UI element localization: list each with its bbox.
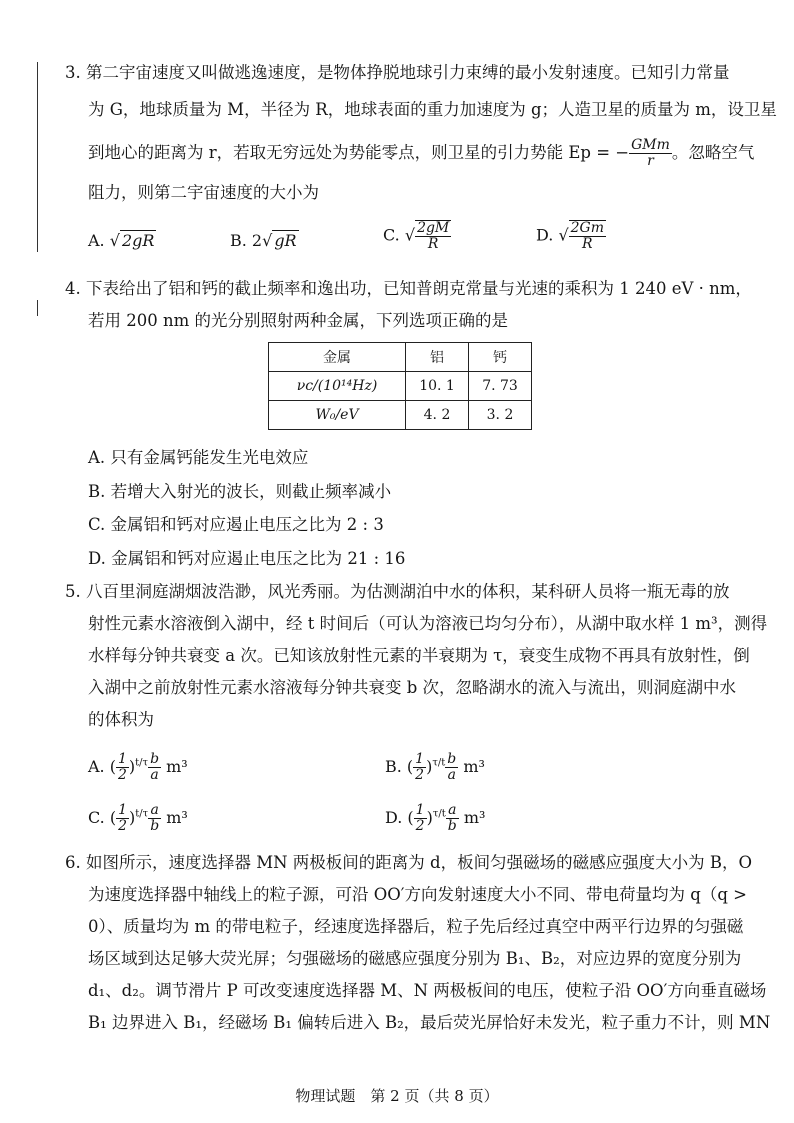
q6-line-6: B₁ 边界进入 B₁，经磁场 B₁ 偏转后进入 B₂，最后荧光屏恰好未发光，粒子重力不计，则 MN [88,1013,771,1032]
q3-line-3-tail: 。忽略空气 [671,143,755,162]
q4-line-2: 若用 200 nm 的光分别照射两种金属，下列选项正确的是 [88,311,509,330]
q4-option-a: A. 只有金属钙能发生光电效应 [88,448,309,467]
table-cell: 7. 73 [469,372,532,401]
q6-line-1: 6. 如图所示，速度选择器 MN 两极板间的距离为 d，板间匀强磁场的磁感应强度大小为 B，O [65,853,753,872]
table-row [269,372,532,401]
q5-option-c: C. ( $\frac{1}{2}$ )$^{t/\tau}$ $\frac{a}{b}$ m³ [88,802,188,834]
table-cell: W₀/eV [269,401,406,430]
q5-option-d: D. ( $\frac{1}{2}$ )$^{\tau/t}$ $\frac{a}{b}$ m³ [385,802,486,834]
q3-line-4: 阻力，则第二宇宙速度的大小为 [88,183,319,202]
q5-line-1: 5. 八百里洞庭湖烟波浩渺，风光秀丽。为估测湖泊中水的体积，某科研人员将一瓶无毒的放 [65,582,730,601]
q4-option-d: D. 金属铝和钙对应遏止电压之比为 21 : 16 [88,549,406,568]
table-cell: 4. 2 [406,401,469,430]
q3-line-2: 为 G，地球质量为 M，半径为 R，地球表面的重力加速度为 g；人造卫星的质量为 m，设卫星 [88,100,777,119]
q5-option-b: B. ( $\frac{1}{2}$ )$^{\tau/t}$ $\frac{b}{a}$ m³ [385,751,485,783]
q6-line-5: d₁、d₂。调节滑片 P 可改变速度选择器 M、N 两极板间的电压，使粒子沿 OO′方向垂直磁场 [88,981,767,1000]
page-footer: 物理试题 第 2 页（共 8 页） [295,1087,499,1105]
q3-option-c: C. √ $\frac{2gM}{R}$ [383,220,450,252]
margin-line-top [37,62,38,252]
q5-line-3: 水样每分钟共衰变 a 次。已知该放射性元素的半衰期为 τ，衰变生成物不再具有放射性，倒 [88,646,750,665]
table-header-cell: 铝 [406,343,469,372]
q3-line-1: 3. 第二宇宙速度又叫做逃逸速度，是物体挣脱地球引力束缚的最小发射速度。已知引力常量 [65,63,730,82]
q5-line-4: 入湖中之前放射性元素水溶液每分钟共衰变 b 次，忽略湖水的流入与流出，则洞庭湖中水 [88,678,737,697]
table-header-row [269,343,532,372]
table-row [269,401,532,430]
q6-line-2: 为速度选择器中轴线上的粒子源，可沿 OO′方向发射速度大小不同、带电荷量均为 q（q > [88,885,747,904]
potential-energy-fraction: $\frac{\text{GMm}}{r}$ [631,137,670,169]
table-cell: 10. 1 [406,372,469,401]
q6-line-3: 0）、质量均为 m 的带电粒子，经速度选择器后，粒子先后经过真空中两平行边界的匀强磁 [88,917,744,936]
q6-line-4: 场区域到达足够大荧光屏；匀强磁场的磁感应强度分别为 B₁、B₂，对应边界的宽度分别为 [88,949,742,968]
margin-line-short [37,300,38,316]
q3-line-3-text: 到地心的距离为 r，若取无穷远处为势能零点，则卫星的引力势能 Ep = − [88,143,630,162]
q4-option-c: C. 金属铝和钙对应遏止电压之比为 2 : 3 [88,515,384,534]
q3-option-b: B. 2√ gR [230,231,297,250]
table-header-cell: 金属 [269,343,406,372]
q5-option-a: A. ( $\frac{1}{2}$ )$^{t/\tau}$ $\frac{b}{a}$ m³ [88,751,188,783]
table-cell: νc/(10¹⁴Hz) [269,372,406,401]
q4-option-b: B. 若增大入射光的波长，则截止频率减小 [88,482,392,501]
table-header-cell: 钙 [469,343,532,372]
q4-line-1: 4. 下表给出了铝和钙的截止频率和逸出功，已知普朗克常量与光速的乘积为 1 240 eV · nm， [65,279,752,298]
q5-line-2: 射性元素水溶液倒入湖中，经 t 时间后（可认为溶液已均匀分布），从湖中取水样 1 m³，测得 [88,614,768,633]
q3-option-d: D. √ $\frac{2Gm}{R}$ [536,220,605,252]
table-cell: 3. 2 [469,401,532,430]
q3-option-a: A. √ 2gR [88,231,155,250]
q3-line-3 [88,138,754,169]
metal-table [268,342,532,430]
q5-line-5: 的体积为 [88,710,154,729]
